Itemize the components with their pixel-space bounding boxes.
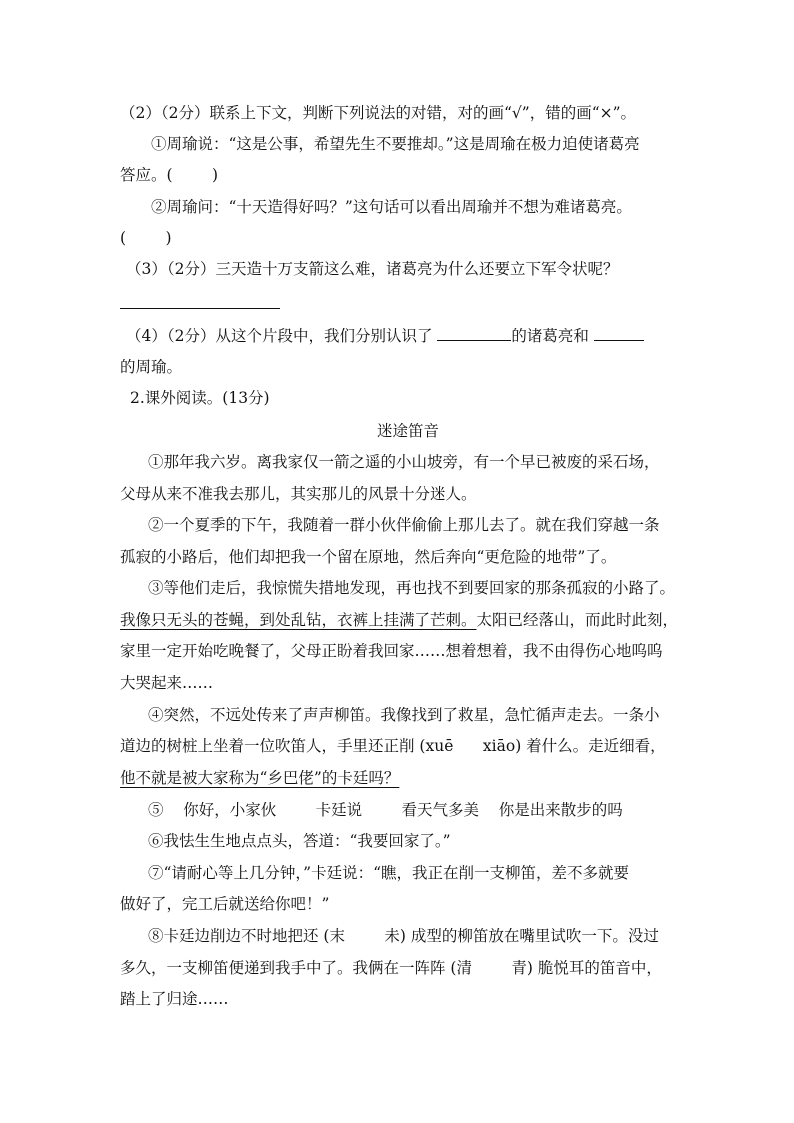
p7-line1: ⑦“请耐心等上几分钟，”卡廷说：“瞧，我正在削一支柳笛，差不多就要 <box>148 864 630 882</box>
q2-head: （2）（2分）联系上下文，判断下列说法的对错，对的画“√”，错的画“×”。 <box>120 104 637 122</box>
p7-line2: 做好了，完工后就送给你吧！” <box>120 895 330 913</box>
p3-line3: 家里一定开始吃晚餐了，父母正盼着我回家……想着想着，我不由得伤心地呜呜 <box>120 642 663 660</box>
q4-line2: 的周瑜。 <box>120 358 183 376</box>
p1-line1: ①那年我六岁。离我家仅一箭之遥的小山坡旁，有一个早已被废的采石场， <box>148 453 660 471</box>
q4-part2: 的诸葛亮和 <box>511 327 594 345</box>
p1-line2: 父母从来不准我去那儿，其实那儿的风景十分迷人。 <box>120 485 477 503</box>
p8-line1: ⑧卡廷边削边不时地把还 (末 未) 成型的柳笛放在嘴里试吹一下。没过 <box>148 927 659 945</box>
p3-line4: 大哭起来…… <box>120 674 214 692</box>
q3-answer-line <box>120 308 280 309</box>
q4-blank-2[interactable] <box>594 324 644 341</box>
p5-line: ⑤ 你好，小家伙 卡廷说 看天气多美 你是出来散步的吗 <box>148 801 623 819</box>
q2-item1-line2: 答应。( ) <box>120 166 219 184</box>
p8-line3: 踏上了归途…… <box>120 990 229 1008</box>
section2-heading: 2.课外阅读。(13分) <box>130 389 270 407</box>
p3-line2 <box>120 609 678 631</box>
q4-blank-1[interactable] <box>437 324 511 341</box>
q2-item1-line1: ①周瑜说：“这是公事，希望先生不要推却。”这是周瑜在极力迫使诸葛亮 <box>151 135 640 153</box>
q4-part1: （4）（2分）从这个片段中，我们分别认识了 <box>126 327 438 345</box>
p3-line1: ③等他们走后，我惊慌失措地发现，再也找不到要回家的那条孤寂的小路了。 <box>148 579 676 597</box>
p3-line2-rest: 太阳已经落山，而此时此刻， <box>476 611 679 629</box>
p4-line2: 道边的树桩上坐着一位吹笛人，手里还正削 (xuē xiāo) 着什么。走近细看， <box>120 737 666 755</box>
passage-title: 迷途笛音 <box>377 422 440 440</box>
p8-line2: 多久，一支柳笛便递到我手中了。我俩在一阵阵 (清 青) 脆悦耳的笛音中， <box>120 959 662 977</box>
p4-line1: ④突然，不远处传来了声声柳笛。我像找到了救星，急忙循声走去。一条小 <box>148 706 660 724</box>
p3-underlined-sentence: 我像只无头的苍蝇，到处乱钻，衣裤上挂满了芒刺。 <box>120 611 477 629</box>
p2-line2: 孤寂的小路后，他们却把我一个留在原地，然后奔向“更危险的地带”了。 <box>120 548 617 566</box>
p6-line: ⑥我怯生生地点点头，答道：“我要回家了。” <box>148 832 451 850</box>
p2-line1: ②一个夏季的下午，我随着一群小伙伴偷偷上那儿去了。就在我们穿越一条 <box>148 516 660 534</box>
q4-line1 <box>126 324 644 347</box>
q2-item2-line2: ( ) <box>120 229 172 247</box>
p4-underlined-sentence: 他不就是被大家称为“乡巴佬”的卡廷吗？ <box>120 769 400 787</box>
q2-item2-line1: ②周瑜问：“十天造得好吗？”这句话可以看出周瑜并不想为难诸葛亮。 <box>151 198 632 216</box>
q3-text: （3）（2分）三天造十万支箭这么难，诸葛亮为什么还要立下军令状呢？ <box>126 260 619 278</box>
